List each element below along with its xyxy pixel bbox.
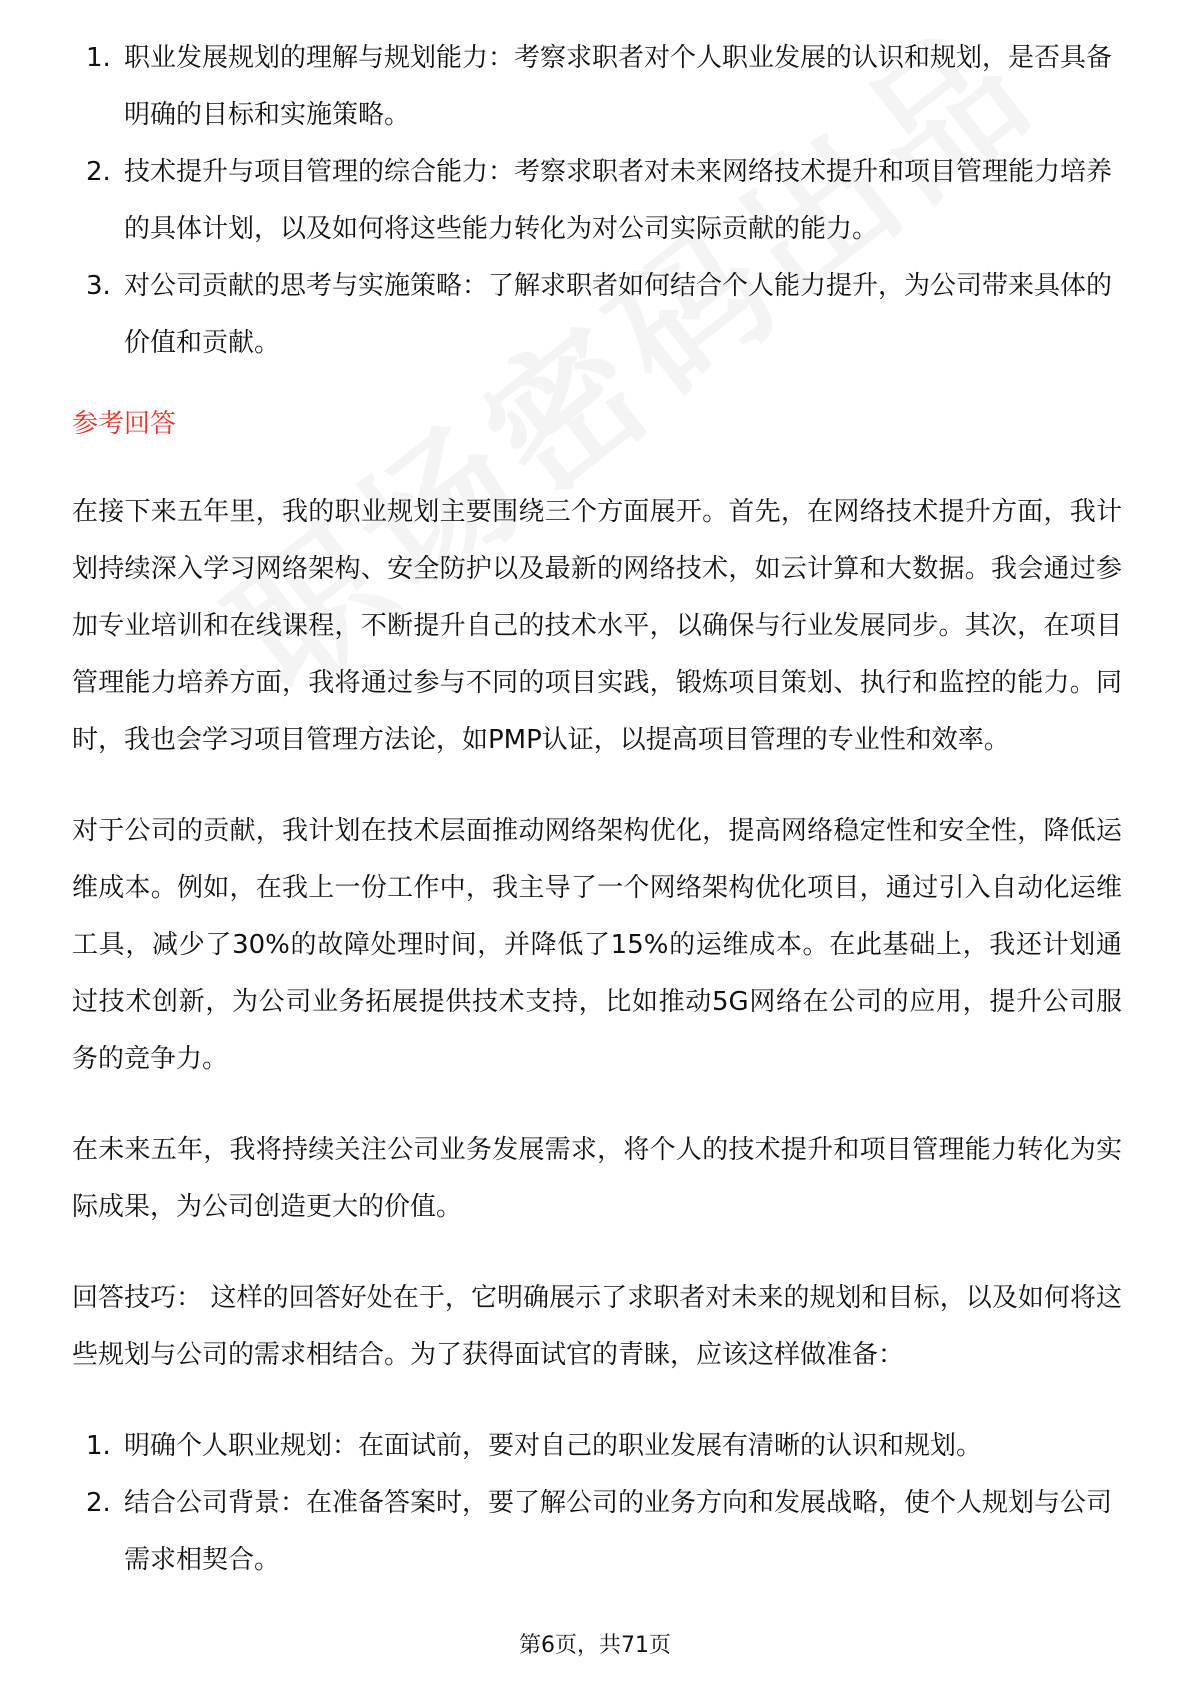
list-number: 3. — [86, 271, 111, 301]
page-content — [72, 0, 1122, 1589]
list-item — [72, 30, 1122, 144]
list-item — [72, 1475, 1122, 1589]
list-number: 1. — [86, 43, 111, 73]
list-item — [72, 258, 1122, 372]
list-number: 2. — [86, 1488, 111, 1518]
list-item-text: 结合公司背景：在准备答案时，要了解公司的业务方向和发展战略，使个人规划与公司需求相契合。 — [124, 1488, 1113, 1575]
list-item — [72, 144, 1122, 258]
answer-paragraph: 在接下来五年里，我的职业规划主要围绕三个方面展开。首先，在网络技术提升方面，我计划持续深入学习网络架构、安全防护以及最新的网络技术，如云计算和大数据。我会通过参加专业培训和在线课程，不断提升自己的技术水平，以确保与行业发展同步。其次，在项目管理能力培养方面，我将通过参与不同的项目实践，锻炼项目策划、执行和监控的能力。同时，我也会学习项目管理方法论，如PMP认证，以提高项目管理的专业性和效率。 — [72, 497, 1122, 755]
reference-answer-heading: 参考回答 — [72, 409, 177, 439]
list-item-text: 技术提升与项目管理的综合能力：考察求职者对未来网络技术提升和项目管理能力培养的具体计划，以及如何将这些能力转化为对公司实际贡献的能力。 — [124, 157, 1113, 244]
list-item-text: 对公司贡献的思考与实施策略：了解求职者如何结合个人能力提升，为公司带来具体的价值和贡献。 — [124, 271, 1113, 358]
list-number: 2. — [86, 157, 111, 187]
criteria-list — [72, 30, 1122, 372]
list-item — [72, 1418, 1122, 1475]
list-item-text: 明确个人职业规划：在面试前，要对自己的职业发展有清晰的认识和规划。 — [124, 1431, 983, 1461]
tips-list — [72, 1418, 1122, 1589]
page-number: 第6页，共71页 — [519, 1633, 671, 1658]
list-number: 1. — [86, 1431, 111, 1461]
answer-paragraph: 在未来五年，我将持续关注公司业务发展需求，将个人的技术提升和项目管理能力转化为实际成果，为公司创造更大的价值。 — [72, 1135, 1122, 1222]
answer-paragraph: 对于公司的贡献，我计划在技术层面推动网络架构优化，提高网络稳定性和安全性，降低运维成本。例如，在我上一份工作中，我主导了一个网络架构优化项目，通过引入自动化运维工具，减少了30%的故障处理时间，并降低了15%的运维成本。在此基础上，我还计划通过技术创新，为公司业务拓展提供技术支持，比如推动5G网络在公司的应用，提升公司服务的竞争力。 — [72, 816, 1122, 1074]
answer-tips-paragraph: 回答技巧： 这样的回答好处在于，它明确展示了求职者对未来的规划和目标，以及如何将这些规划与公司的需求相结合。为了获得面试官的青睐，应该这样做准备： — [72, 1283, 1122, 1370]
page-footer — [0, 1628, 1190, 1659]
list-item-text: 职业发展规划的理解与规划能力：考察求职者对个人职业发展的认识和规划，是否具备明确的目标和实施策略。 — [124, 43, 1113, 130]
